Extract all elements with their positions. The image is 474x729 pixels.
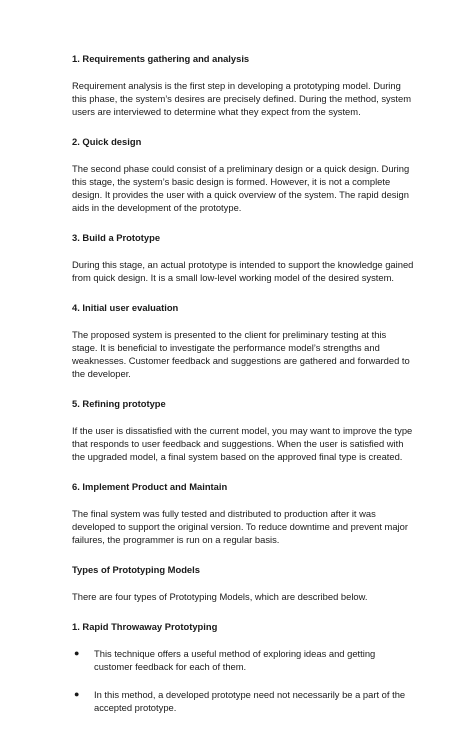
section-body: The proposed system is presented to the client for preliminary testing at this stage. It is beneficial to investigate the performance model’s strengths and weaknesses. Customer feedback and suggestions are gathered and forwarded to the developer.: [72, 329, 410, 379]
section-heading: 4. Initial user evaluation: [72, 302, 179, 313]
section-quick-design: [72, 135, 414, 214]
section-requirements: [72, 52, 414, 118]
types-intro: There are four types of Prototyping Models, which are described below.: [72, 591, 368, 602]
section-body: Requirement analysis is the first step in developing a prototyping model. During this phase, the system’s desires are precisely defined. During the method, system users are interviewed to determine what they expect from the system.: [72, 80, 412, 117]
bullet-icon: ●: [74, 648, 80, 658]
section-heading: 3. Build a Prototype: [72, 232, 161, 243]
section-build-prototype: [72, 231, 414, 284]
rapid-heading: 1. Rapid Throwaway Prototyping: [72, 621, 218, 632]
list-item-text: In this method, a developed prototype need not necessarily be a part of the accepted prototype.: [94, 689, 406, 713]
section-body: If the user is dissatisfied with the current model, you may want to improve the type that responds to user feedback and suggestions. When the user is satisfied with the upgraded model, a final system based on the approved final type is created.: [72, 425, 413, 462]
bullet-list: [72, 647, 414, 714]
bullet-icon: ●: [74, 689, 80, 699]
section-heading: 1. Requirements gathering and analysis: [72, 53, 250, 64]
section-implement-maintain: [72, 480, 414, 546]
section-body: The final system was fully tested and distributed to production after it was developed to support the original version. To reduce downtime and prevent major failures, the programmer is run on a regular basis.: [72, 508, 408, 545]
section-heading: 5. Refining prototype: [72, 398, 166, 409]
section-initial-evaluation: [72, 301, 414, 380]
section-heading: 6. Implement Product and Maintain: [72, 481, 228, 492]
document-page: [72, 52, 414, 729]
section-heading: 2. Quick design: [72, 136, 142, 147]
section-body: During this stage, an actual prototype is intended to support the knowledge gained from quick design. It is a small low-level working model of the desired system.: [72, 259, 414, 283]
section-types: [72, 563, 414, 603]
section-body: The second phase could consist of a preliminary design or a quick design. During this stage, the system’s basic design is formed. However, it is not a complete design. It provides the user with a quick overview of the system. The rapid design aids in the development of the prototype.: [72, 163, 410, 213]
types-heading: Types of Prototyping Models: [72, 564, 200, 575]
list-item: [72, 647, 414, 673]
list-item: [72, 688, 414, 714]
section-rapid-throwaway: [72, 620, 414, 714]
section-refining-prototype: [72, 397, 414, 463]
list-item-text: This technique offers a useful method of exploring ideas and getting customer feedback for each of them.: [94, 648, 376, 672]
